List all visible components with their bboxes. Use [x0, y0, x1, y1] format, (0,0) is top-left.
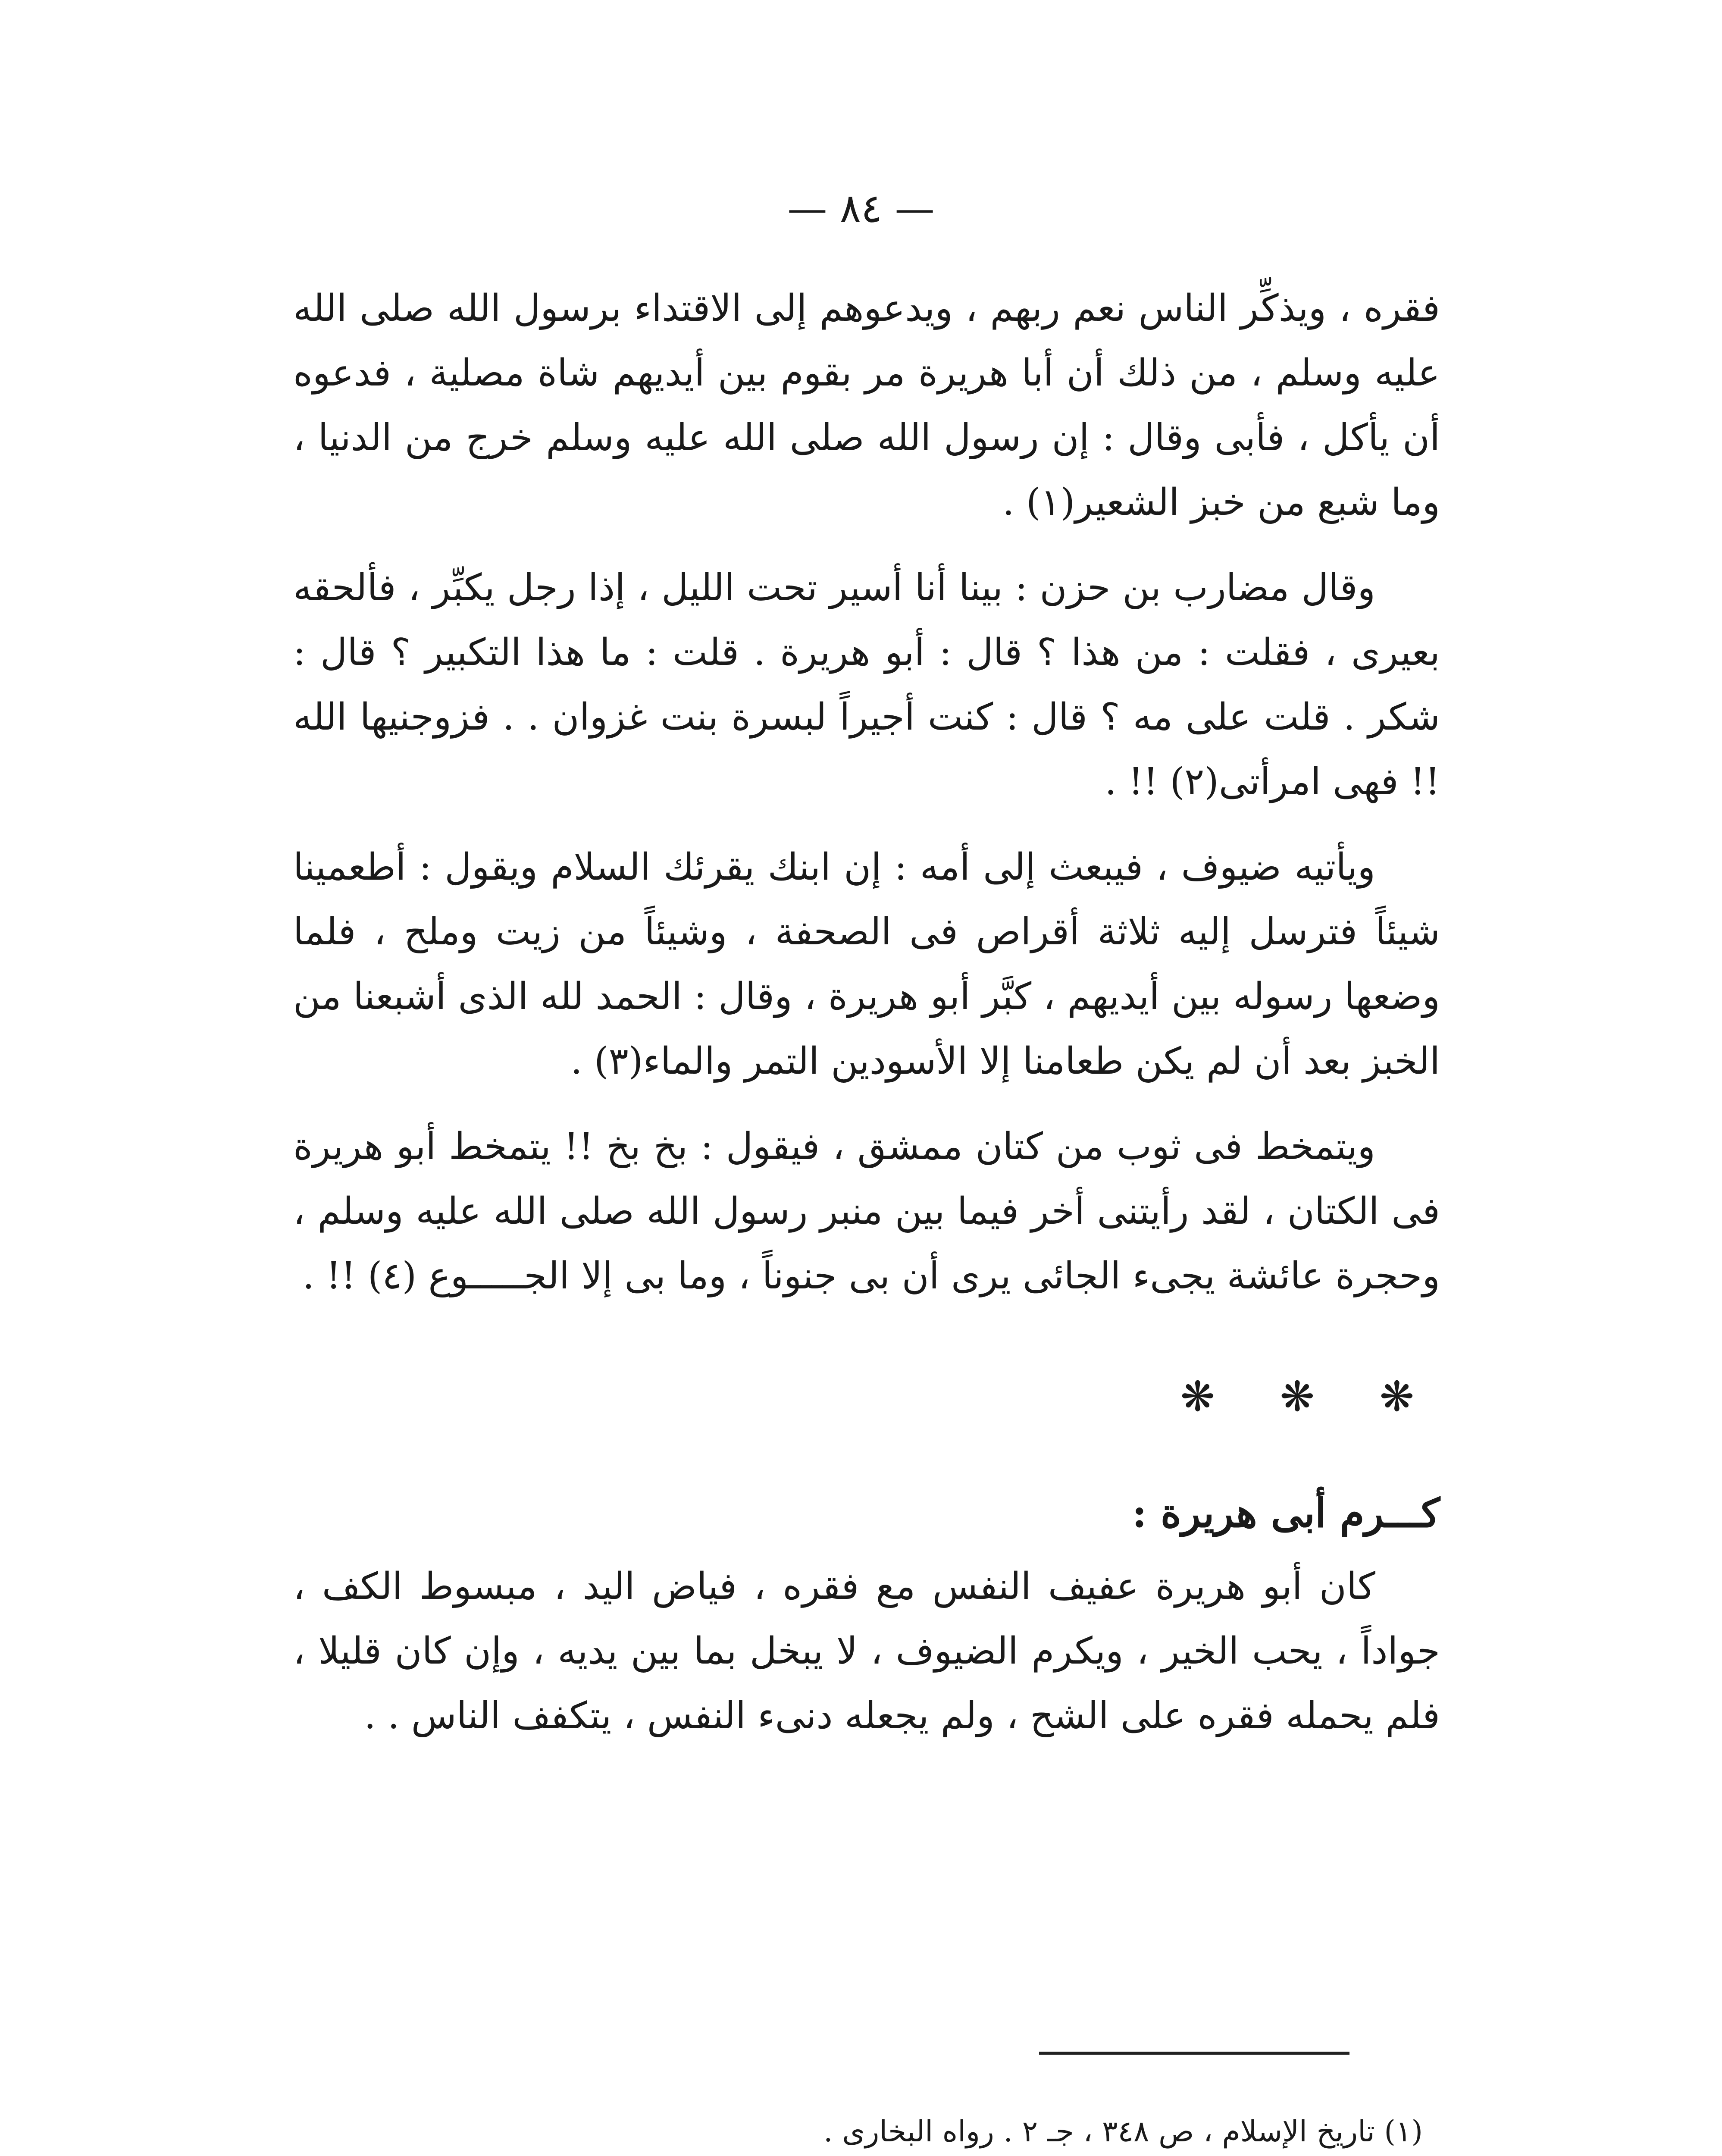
- section-separator-stars: ❋ ❋ ❋: [1180, 1373, 1440, 1421]
- paragraph-1: فقره ، ويذكِّر الناس نعم ربهم ، ويدعوهم إلى الاقتداء برسول الله صلى الله عليه وسلم ، من ذلك أن أبا هريرة مر بقوم بين أيديهم شاة مصلية ، فدعوه أن يأكل ، فأبى وقال : إن رسول الله صلى الله عليه وسلم خرج من الدنيا ، وما شبع من خبز الشعير(١) .: [293, 287, 1440, 524]
- page-number: — ٨٤ —: [787, 185, 935, 232]
- paragraph-3: ويأتيه ضيوف ، فيبعث إلى أمه : إن ابنك يقرئك السلام ويقول : أطعمينا شيئاً فترسل إليه ثلاثة أقراص فى الصحفة ، وشيئاً من زيت وملح ، فلما وضعها رسوله بين أيديهم ، كبَّر أبو هريرة ، وقال : الحمد لله الذى أشبعنا من الخبز بعد أن لم يكن طعامنا إلا الأسودين التمر والماء(٣) .: [293, 846, 1440, 1083]
- section-paragraph: كان أبو هريرة عفيف النفس مع فقره ، فياض اليد ، مبسوط الكف ، جواداً ، يحب الخير ، ويكرم الضيوف ، لا يبخل بما بين يديه ، وإن كان قليلا ، فلم يحمله فقره على الشح ، ولم يجعله دنىء النفس ، يتكفف الناس . .: [293, 1565, 1440, 1737]
- paragraph-4: ويتمخط فى ثوب من كتان ممشق ، فيقول : بخ بخ !! يتمخط أبو هريرة فى الكتان ، لقد رأيتنى أخر فيما بين منبر رسول الله صلى الله عليه وسلم ، وحجرة عائشة يجىء الجائى يرى أن بى جنوناً ، وما بى إلا الجـــــوع (٤) !! .: [293, 1125, 1440, 1297]
- section-heading: كـــرم أبى هريرة :: [1132, 1490, 1440, 1536]
- paragraph-2: وقال مضارب بن حزن : بينا أنا أسير تحت الليل ، إذا رجل يكبِّر ، فألحقه بعيرى ، فقلت : من هذا ؟ قال : أبو هريرة . قلت : ما هذا التكبير ؟ قال : شكر . قلت على مه ؟ قال : كنت أجيراً لبسرة بنت غزوان . . فزوجنيها الله !! فهى امرأتى(٢) !! .: [293, 566, 1440, 803]
- footnote-1: (١) تاريخ الإسلام ، ص ٣٤٨ ، جـ ٢ . رواه البخارى .: [823, 2115, 1423, 2149]
- main-text-block: [293, 276, 1440, 1769]
- footnotes: [293, 2104, 1440, 2156]
- footnote-divider: [1039, 2052, 1349, 2055]
